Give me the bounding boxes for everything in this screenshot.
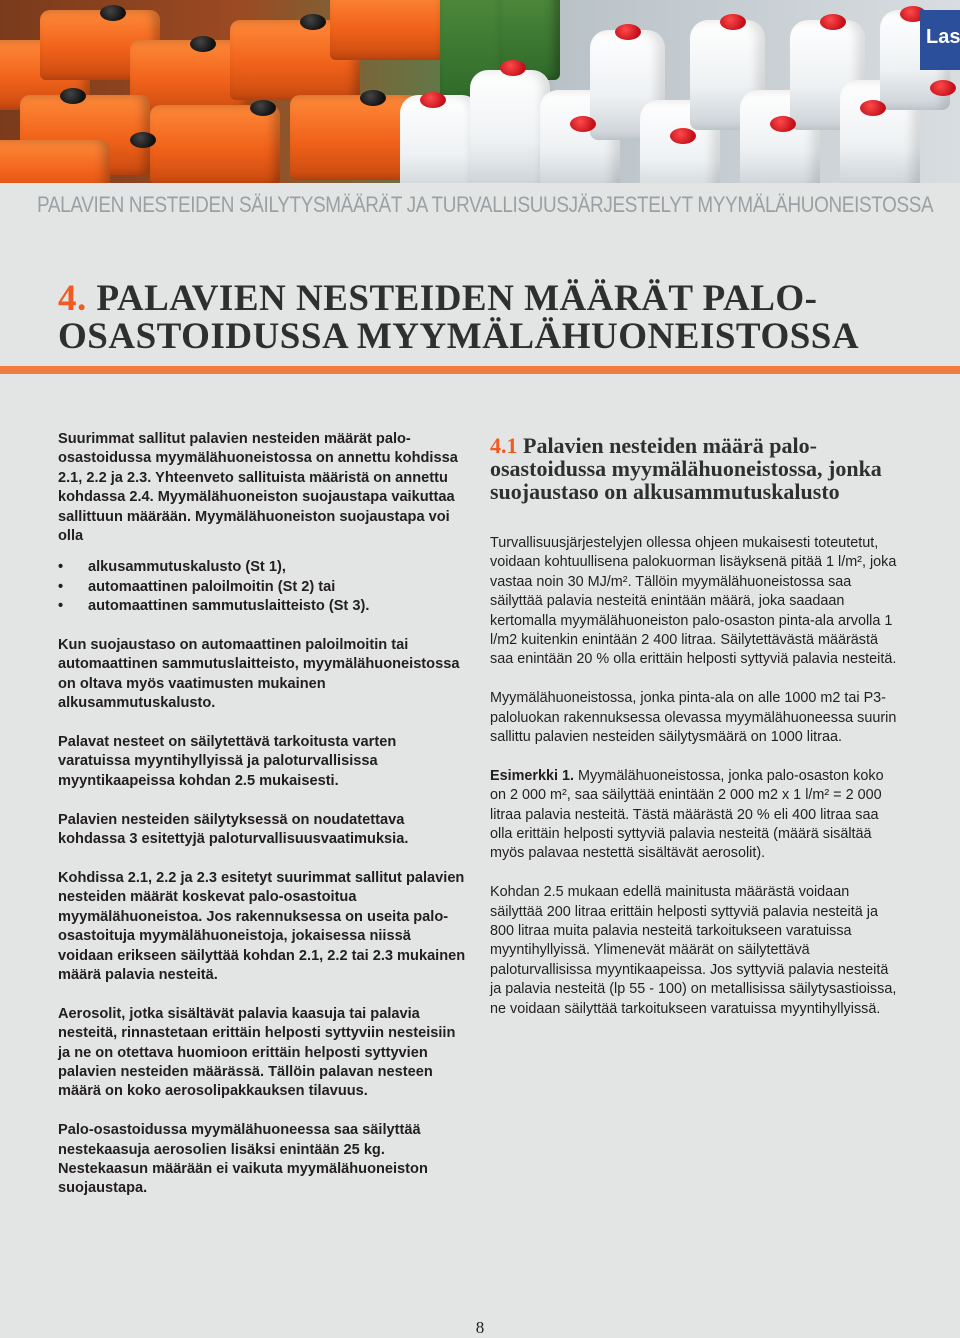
intro-paragraph: Suurimmat sallitut palavien nesteiden määrät palo-osastoidussa myymälähuoneistossa on annettu kohdissa 2.1, 2.2 ja 2.3. Yhteenveto sallituista määristä on annettu kohdassa 2.4. Myymälähuoneiston suojaustapa vaikuttaa sallittuun määrään. Myymälähuoneiston suojaustapa voi olla [58, 431, 458, 545]
running-header: PALAVIEN NESTEIDEN SÄILYTYSMÄÄRÄT JA TURVALLISUUSJÄRJESTELYT MYYMÄLÄHUONEISTOSSA [37, 192, 934, 217]
list-item: • alkusammutuskalusto (St 1), [58, 558, 470, 577]
canister-cap [130, 132, 156, 148]
bottle-cap [615, 24, 641, 40]
body-paragraph: Turvallisuusjärjestelyjen ollessa ohjeen mukaisesti toteutetut, voidaan kohtuullisena palokuorman lisäyksenä pitää 1 l/m², joka vastaa noin 30 MJ/m². Tällöin myymälähuoneistossa saa säilyttää palavia nesteitä enintään määrä, joka saadaan kertomalla myymälähuoneiston palo-osaston pinta-ala arvolla 1 l/m2 kuitenkin enintään 2 400 litraa. Säilytettävästä määrästä saa enintään 20 % olla erittäin helposti syttyviä palavia nesteitä. [490, 535, 897, 668]
bottle-cap [860, 100, 886, 116]
right-column [490, 434, 902, 1039]
canister-cap [60, 88, 86, 104]
bullet-glyph: • [58, 598, 64, 615]
body-paragraph: Palavat nesteet on säilytettävä tarkoitusta varten varatuissa myyntihyllyissä ja paloturvallisissa myyntikaapeissa kohdan 2.5 mukaisesti. [58, 734, 397, 789]
chapter-title-line1: PALAVIEN NESTEIDEN MÄÄRÄT PALO- [96, 278, 818, 319]
example-text: Myymälähuoneistossa, jonka palo-osaston koko on 2 000 m², saa säilyttää enintään 2 000 m2 x 1 l/m² = 2 000 litraa palavia nesteitä. Tästä määrästä 20 % eli 400 litraa saa olla erittäin helposti syttyviä palavia nesteitä (määrä sisältää myös palavaa nestettä sisältävät aerosolit). [490, 767, 884, 862]
canister-cap [300, 14, 326, 30]
body-paragraph: Aerosolit, jotka sisältävät palavia kaasuja tai palavia nesteitä, rinnastetaan erittäin helposti syttyviin nesteisiin ja ne on otettava huomioon erittäin helposti syttyvien palavien nesteiden määrässä. Tällöin palavan nesteen määrä on koko aerosolipakkauksen tilavuus. [58, 1005, 456, 1100]
body-paragraph: Kohdissa 2.1, 2.2 ja 2.3 esitetyt suurimmat sallitut palavien nesteiden määrät koskevat palo-osastoitua myymälähuoneistoa. Jos rakennuksessa on useita palo-osastoituja myymälähuoneistoja, jokaisessa niissä voidaan erikseen säilyttää kohdan 2.1, 2.2 tai 2.3 mukainen määrä palavia nesteitä. [58, 869, 466, 983]
white-bottle [470, 70, 550, 183]
body-paragraph: Myymälähuoneistossa, jonka pinta-ala on alle 1000 m2 tai P3-paloluokan rakennuksessa olevassa myymälähuoneessa suurin sallittu palavien nesteiden säilytysmäärä on 1000 litraa. [490, 690, 897, 746]
body-paragraph: Palo-osastoidussa myymälähuoneessa saa säilyttää nestekaasuja aerosolien lisäksi enintään 25 kg. Nestekaasun määrään ei vaikuta myymälähuoneiston suojaustapa. [58, 1122, 428, 1197]
list-item: • automaattinen paloilmoitin (St 2) tai [58, 578, 470, 597]
orange-canister [0, 140, 110, 183]
example-paragraph [490, 767, 902, 864]
example-label: Esimerkki 1. [490, 767, 575, 784]
section-heading-text: Palavien nesteiden määrä palo-osastoidussa myymälähuoneistossa, jonka suojaustaso on alkusammutuskalusto [490, 433, 882, 504]
body-paragraph: Kohdan 2.5 mukaan edellä mainitusta määrästä voidaan säilyttää 200 litraa erittäin helposti syttyviä palavia nesteitä ja 800 litraa muita palavia nesteitä tarkoitukseen varatuissa myyntihyllyissä. Ylimenevät määrät on säilytettävä paloturvallisissa myyntikaapeissa. Jos syttyviä palavia nesteitä ja palavia nesteitä (lp 55 - 100) on metallisissa säilytysastioissa, ne voidaan säilyttää tarkoitukseen varatuissa myyntihyllyissä. [490, 884, 897, 1017]
bullet-glyph: • [58, 559, 64, 576]
bottle-cap [420, 92, 446, 108]
bottle-cap [720, 14, 746, 30]
chapter-title [58, 280, 918, 356]
chapter-number: 4. [58, 278, 87, 319]
bottle-cap [570, 116, 596, 132]
bullet-glyph: • [58, 578, 64, 595]
body-paragraph: Palavien nesteiden säilytyksessä on noudatettava kohdassa 3 esitettyjä paloturvallisuusvaatimuksia. [58, 811, 409, 848]
product-label: Las [920, 10, 960, 70]
orange-canister [330, 0, 450, 60]
orange-canister [150, 105, 280, 183]
canister-cap [360, 90, 386, 106]
bottle-cap [500, 60, 526, 76]
bottle-cap [670, 128, 696, 144]
protection-list [58, 558, 470, 616]
header-photo [0, 0, 960, 183]
left-column [58, 430, 470, 1218]
list-item: • automaattinen sammutuslaitteisto (St 3). [58, 597, 470, 616]
page-number: 8 [475, 1318, 485, 1337]
canister-cap [190, 36, 216, 52]
section-heading [490, 434, 902, 503]
chapter-title-line2: OSASTOIDUSSA MYYMÄLÄHUONEISTOSSA [58, 316, 860, 357]
section-number: 4.1 [490, 433, 518, 458]
title-divider [0, 366, 960, 374]
canister-cap [250, 100, 276, 116]
canister-cap [100, 5, 126, 21]
white-bottle [400, 95, 480, 183]
body-paragraph: Kun suojaustaso on automaattinen paloilmoitin tai automaattinen sammutuslaitteisto, myymälähuoneistossa on oltava myös vaatimusten mukainen alkusammutuskalusto. [58, 637, 460, 712]
bottle-cap [770, 116, 796, 132]
bottle-cap [930, 80, 956, 96]
bottle-cap [820, 14, 846, 30]
